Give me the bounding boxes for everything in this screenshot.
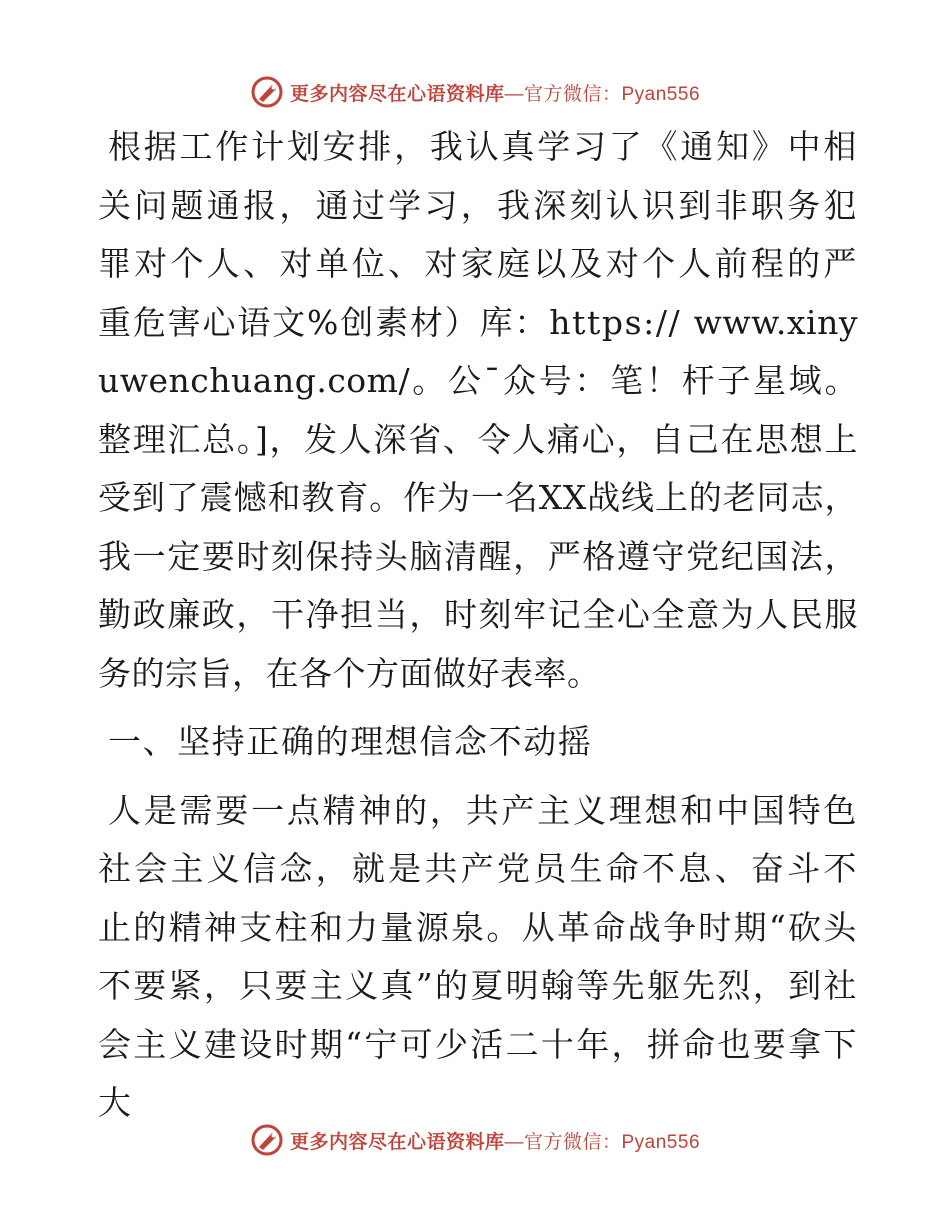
footer-banner-text (290, 1127, 700, 1154)
footer-watermark-banner (0, 1120, 950, 1160)
section-heading-1: 一、坚持正确的理想信念不动摇 (108, 722, 593, 761)
banner-separator: — (504, 83, 524, 105)
banner-title: 更多内容尽在心语资料库 (289, 83, 505, 105)
document-body (98, 118, 858, 1143)
header-watermark-banner (0, 72, 950, 112)
paragraph-intro-url-text: www.xinyuwenchuang.com/。公¯众号：笔！杆子星域。整理汇总。]，发人深省、令人痛心，自己在思想上受到了震憾和教育。作为一名XX战线上的老同志，我一定要时刻保持头脑清醒，严格遵守党纪国法，勤政廉政，干净担当，时刻牢记全心全意为人民服务的宗旨，在各个方面做好表率。 (98, 302, 858, 693)
banner-wechat: 官方微信：Pyan556 (524, 83, 701, 105)
banner-wechat: 官方微信：Pyan556 (524, 1131, 701, 1153)
pen-nib-logo-icon (250, 75, 284, 109)
paragraph-2: 人是需要一点精神的，共产主义理想和中国特色社会主义信念，就是共产党员生命不息、奋斗不止的精神支柱和力量源泉。从革命战争时期“砍头不要紧，只要主义真”的夏明翰等先躯先烈，到社会主义建设时期“宁可少活二十年，拼命也要拿下大 (98, 790, 858, 1122)
paragraph-intro (98, 118, 858, 703)
banner-separator: — (504, 1131, 524, 1153)
paragraph-intro-text: 根据工作计划安排，我认真学习了《通知》中相关问题通报，通过学习，我深刻认识到非职务犯罪对个人、对单位、对家庭以及对个人前程的严重危害心语文%创素材）库：https:// (98, 127, 858, 342)
banner-title: 更多内容尽在心语资料库 (289, 1131, 505, 1153)
header-banner-text (290, 79, 700, 106)
pen-nib-logo-icon (250, 1123, 284, 1157)
